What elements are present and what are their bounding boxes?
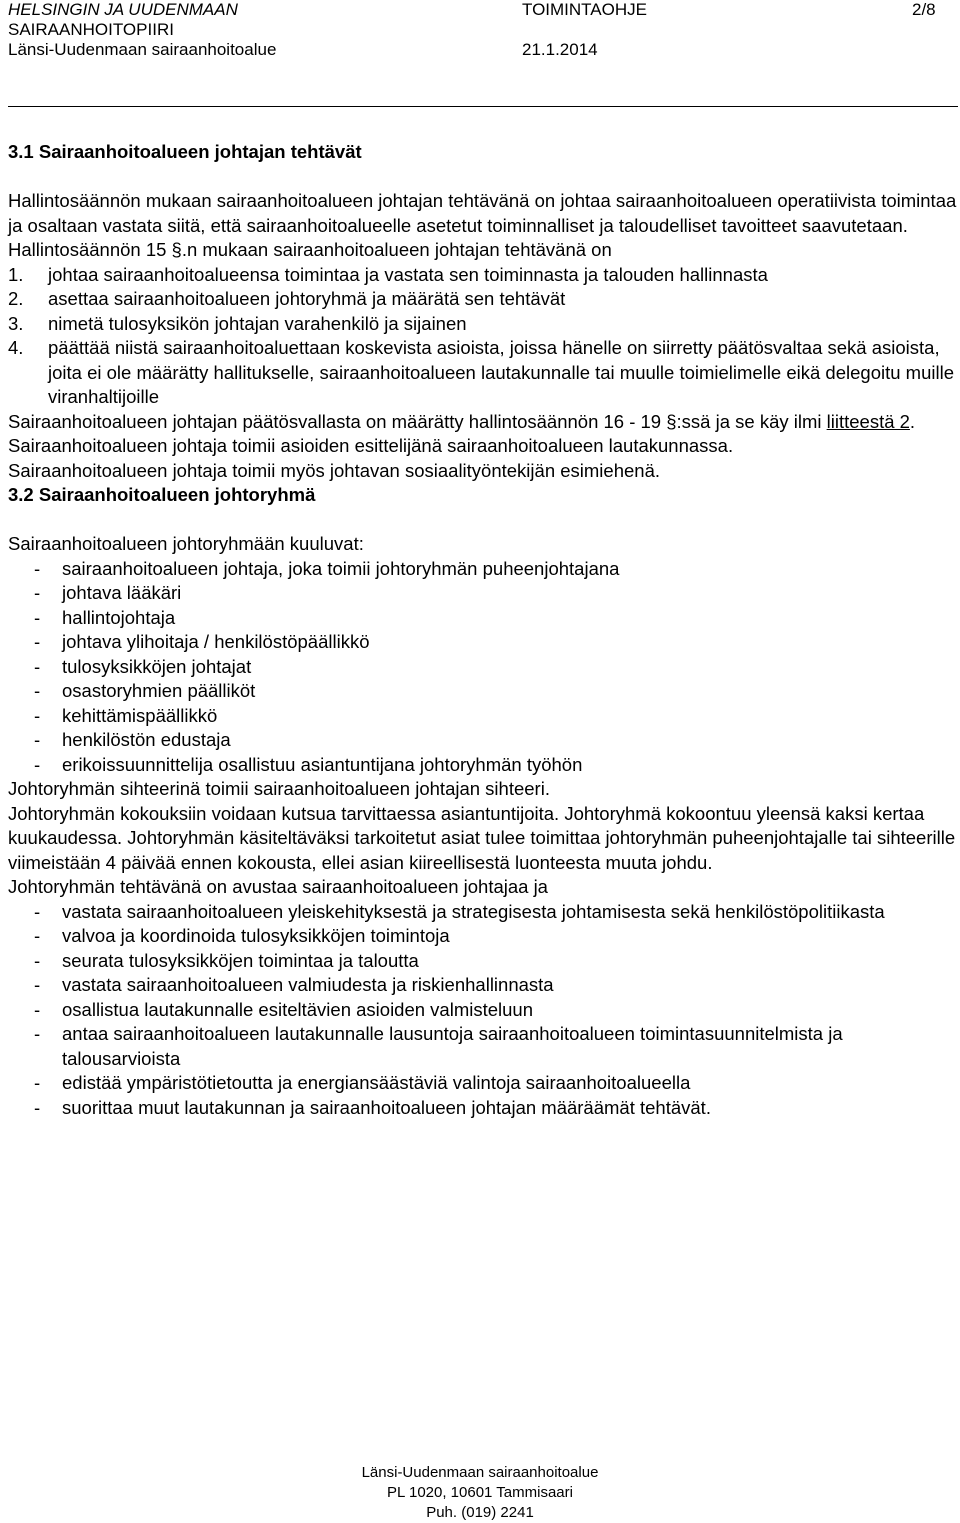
list-item: - valvoa ja koordinoida tulosyksikköjen toimintoja — [34, 925, 450, 946]
list-item: - osastoryhmien päälliköt — [34, 680, 256, 701]
doc-type: TOIMINTAOHJE — [522, 0, 647, 19]
list-item: - henkilöstön edustaja — [34, 729, 231, 750]
list-item: - johtava lääkäri — [34, 582, 182, 603]
presenter-paragraph: Sairaanhoitoalueen johtaja toimii asioiden esittelijänä sairaanhoitoalueen lautakunnassa. — [8, 435, 734, 456]
meetings-paragraph: Johtoryhmän kokouksiin voidaan kutsua tarvittaessa asiantuntijoita. Johtoryhmä kokoontuu yleensä kaksi kertaa kuukaudessa. Johtoryhmän käsiteltäväksi tarkoitetut asiat tulee toimittaa johtoryhmän puheenjohtajalle tai sihteerille viimeistään 4 päivää ennen kokousta, ellei asian kiireellisestä luonteesta muuta johdu. — [8, 802, 956, 873]
footer-org: Länsi-Uudenmaan sairaanhoitoalue — [361, 1464, 599, 1481]
footer-address: PL 1020, 10601 Tammisaari — [387, 1484, 573, 1501]
duties-list — [8, 263, 958, 410]
org-name-line1: HELSINGIN JA UUDENMAAN — [8, 0, 238, 19]
tasks-intro: Johtoryhmän tehtävänä on avustaa sairaanhoitoalueen johtajaa ja — [8, 876, 548, 897]
supervisor-paragraph: Sairaanhoitoalueen johtaja toimii myös johtavan sosiaalityöntekijän esimiehenä. — [8, 459, 660, 481]
tasks-list — [8, 900, 958, 1121]
section-3-1-heading: 3.1 Sairaanhoitoalueen johtajan tehtävät — [8, 141, 362, 162]
list-item: - vastata sairaanhoitoalueen valmiudesta ja riskienhallinnasta — [34, 974, 554, 995]
appendix-2-link[interactable]: liitteestä 2 — [826, 410, 910, 432]
section-3-2-heading: 3.2 Sairaanhoitoalueen johtoryhmä — [8, 484, 316, 505]
duties-list-intro: Hallintosäännön 15 §.n mukaan sairaanhoitoalueen johtajan tehtävänä on — [8, 239, 612, 260]
page-footer — [0, 1463, 960, 1523]
footer-phone: Puh. (019) 2241 — [426, 1504, 534, 1521]
duty-item: 1. johtaa sairaanhoitoalueensa toimintaa ja vastata sen toiminnasta ja talouden hallinnasta — [8, 263, 768, 285]
document-body — [8, 140, 958, 1120]
org-name-line2: SAIRAANHOITOPIIRI — [8, 20, 174, 39]
list-item: - osallistua lautakunnalle esiteltävien asioiden valmisteluun — [34, 998, 534, 1020]
doc-date: 21.1.2014 — [522, 40, 598, 59]
list-item: - hallintojohtaja — [34, 606, 176, 628]
list-item: - edistää ympäristötietoutta ja energiansäästäviä valintoja sairaanhoitoalueella — [34, 1072, 691, 1093]
page-number: 2/8 — [912, 0, 936, 19]
list-item: - seurata tulosyksikköjen toimintaa ja taloutta — [34, 949, 419, 971]
list-item: - kehittämispäällikkö — [34, 704, 218, 726]
list-item: - antaa sairaanhoitoalueen lautakunnalle lausuntoja sairaanhoitoalueen toimintasuunnitelmista ja talousarvioista — [34, 1023, 843, 1069]
list-item: - suorittaa muut lautakunnan ja sairaanhoitoalueen johtajan määräämät tehtävät. — [34, 1096, 711, 1118]
list-item: - erikoissuunnittelija osallistuu asiantuntijana johtoryhmän työhön — [34, 753, 583, 775]
org-name-line3: Länsi-Uudenmaan sairaanhoitoalue — [8, 40, 277, 59]
decision-power-paragraph: Sairaanhoitoalueen johtajan päätösvallasta on määrätty hallintosäännön 16 - 19 §:ssä ja se käy ilmi liitteestä 2. — [8, 410, 916, 432]
duty-item: 4. päättää niistä sairaanhoitoaluettaan koskevista asioista, joissa hänelle on siirretty päätösvaltaa sekä asioista, joita ei ole määrätty hallitukselle, sairaanhoitoalueen lautakunnalle tai muulle toimielimelle eikä delegoitu muille viranhaltijoille — [8, 337, 954, 407]
section-3-1-paragraph: Hallintosäännön mukaan sairaanhoitoalueen johtajan tehtävänä on johtaa sairaanhoitoalueen operatiivista toimintaa ja osaltaan vastata siitä, että sairaanhoitoalueelle asetetut toiminnalliset ja taloudelliset tavoitteet saavutetaan. — [8, 190, 957, 236]
members-intro: Sairaanhoitoalueen johtoryhmään kuuluvat: — [8, 533, 364, 554]
members-list — [8, 557, 958, 778]
list-item: - johtava ylihoitaja / henkilöstöpäällikkö — [34, 631, 370, 652]
duty-item: 3. nimetä tulosyksikön johtajan varahenkilö ja sijainen — [8, 312, 467, 334]
duty-item: 2. asettaa sairaanhoitoalueen johtoryhmä ja määrätä sen tehtävät — [8, 288, 566, 309]
header-divider — [8, 106, 958, 107]
page-header — [8, 0, 958, 60]
list-item: - sairaanhoitoalueen johtaja, joka toimii johtoryhmän puheenjohtajana — [34, 557, 620, 579]
list-item: - vastata sairaanhoitoalueen yleiskehityksestä ja strategisesta johtamisesta sekä henkilöstöpolitiikasta — [34, 900, 885, 922]
secretary-paragraph: Johtoryhmän sihteerinä toimii sairaanhoitoalueen johtajan sihteeri. — [8, 778, 550, 799]
list-item: - tulosyksikköjen johtajat — [34, 655, 252, 677]
